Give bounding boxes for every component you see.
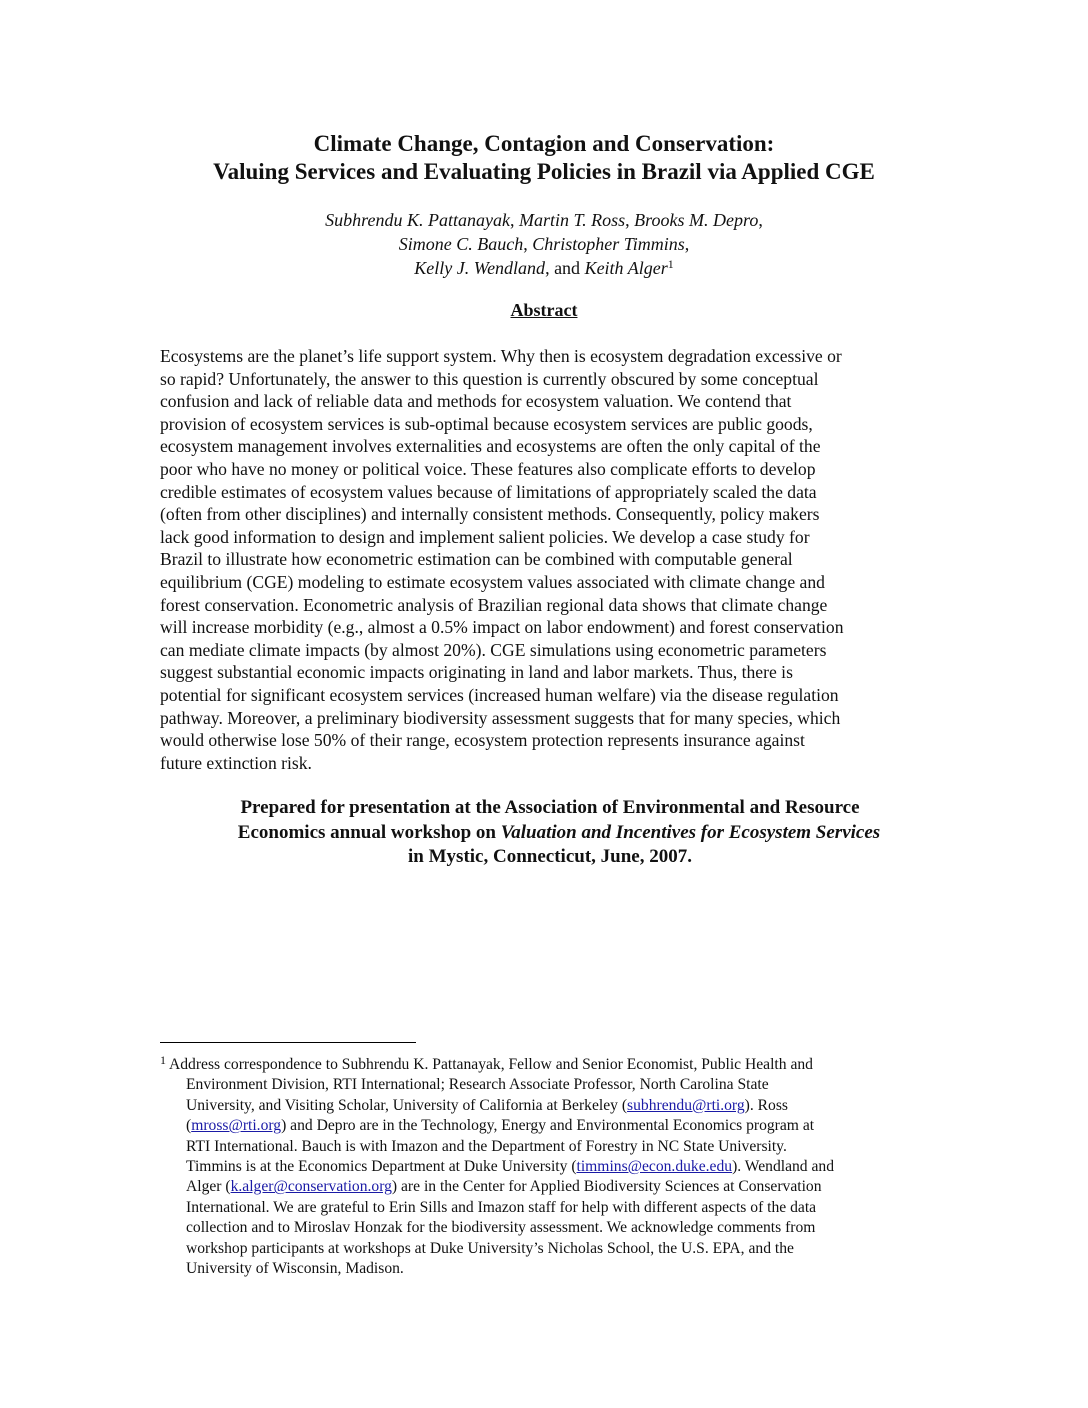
- presentation-note: [170, 796, 930, 870]
- author-name: Christopher Timmins: [532, 234, 685, 254]
- footnote-number: 1: [160, 1053, 166, 1067]
- footnote-text: Timmins is at the Economics Department at Duke University (: [186, 1158, 577, 1176]
- author-conjunction: and: [554, 258, 581, 278]
- abstract-body: [160, 345, 930, 774]
- workshop-title: Valuation and Incentives for Ecosystem Services: [500, 821, 881, 843]
- footnote-line: collection and to Miroslav Honzak for the biodiversity assessment. We acknowledge comments from: [186, 1219, 816, 1237]
- abstract-line: confusion and lack of reliable data and methods for ecosystem valuation. We contend that: [160, 391, 792, 412]
- footnote-text: Address correspondence to Subhrendu K. Pattanayak, Fellow and Senior Economist, Public Health and: [169, 1056, 813, 1073]
- abstract-line: ecosystem management involves externalities and ecosystems are often the only capital of the: [160, 436, 821, 457]
- paper-title: [0, 130, 1088, 186]
- email-link-pattanayak[interactable]: subhrendu@rti.org: [627, 1096, 745, 1114]
- footnote-line: [160, 1055, 930, 1075]
- abstract-line: Ecosystems are the planet’s life support system. Why then is ecosystem degradation excessive or: [160, 346, 842, 366]
- footnote-marker[interactable]: 1: [667, 257, 674, 271]
- presentation-line-3: in Mystic, Connecticut, June, 2007.: [408, 846, 692, 867]
- footnote-line: workshop participants at workshops at Duke University’s Nicholas School, the U.S. EPA, and the: [186, 1239, 794, 1257]
- abstract-line: credible estimates of ecosystem values because of limitations of appropriately scaled the data: [160, 481, 817, 502]
- title-line-2: Valuing Services and Evaluating Policies in Brazil via Applied CGE: [213, 159, 875, 184]
- author-name: Keith Alger: [584, 258, 668, 278]
- footnote-text: (: [186, 1117, 192, 1135]
- author-name: Subhrendu K. Pattanayak: [325, 210, 510, 230]
- footnote-line: [160, 1096, 930, 1116]
- footnote-text: University, and Visiting Scholar, University of California at Berkeley (: [186, 1096, 628, 1114]
- author-name: Brooks M. Depro: [634, 210, 759, 230]
- abstract-line: so rapid? Unfortunately, the answer to this question is currently obscured by some conceptual: [160, 368, 819, 389]
- abstract-line: poor who have no money or political voice. These features also complicate efforts to develop: [160, 458, 816, 479]
- abstract-line: Brazil to illustrate how econometric estimation can be combined with computable general: [160, 549, 793, 570]
- abstract-heading: Abstract: [510, 300, 578, 320]
- abstract-line: suggest substantial economic impacts originating in land and labor markets. Thus, there is: [160, 662, 793, 683]
- footnote-text: ). Ross: [744, 1096, 788, 1114]
- abstract-line: (often from other disciplines) and internally consistent methods. Consequently, policy makers: [160, 504, 820, 525]
- title-line-1: Climate Change, Contagion and Conservation:: [313, 131, 775, 156]
- footnote-line: [160, 1116, 930, 1136]
- abstract-line: lack good information to design and implement salient policies. We develop a case study for: [160, 526, 810, 547]
- footnote-text: ). Wendland and: [732, 1158, 835, 1176]
- abstract-line: pathway. Moreover, a preliminary biodiversity assessment suggests that for many species, which: [160, 707, 841, 728]
- abstract-line: potential for significant ecosystem services (increased human welfare) via the disease regulation: [160, 684, 839, 705]
- abstract-line: will increase morbidity (e.g., almost a 0.5% impact on labor endowment) and forest conservation: [160, 617, 844, 638]
- abstract-line: future extinction risk.: [160, 752, 312, 773]
- author-name: Martin T. Ross: [518, 210, 626, 230]
- email-link-ross[interactable]: mross@rti.org: [191, 1117, 282, 1135]
- footnote-text: ) are in the Center for Applied Biodiversity Sciences at Conservation: [391, 1178, 822, 1196]
- email-link-timmins[interactable]: timmins@econ.duke.edu: [576, 1158, 733, 1176]
- footnote-text: Alger (: [186, 1178, 231, 1196]
- footnote: [160, 1055, 930, 1279]
- abstract-line: would otherwise lose 50% of their range, ecosystem protection represents insurance against: [160, 730, 805, 751]
- abstract-line: can mediate climate impacts (by almost 20%). CGE simulations using econometric parameters: [160, 639, 827, 660]
- author-name: Simone C. Bauch: [398, 234, 524, 254]
- author-name: Kelly J. Wendland: [414, 258, 546, 278]
- footnote-line: International. We are grateful to Erin Sills and Imazon staff for help with different aspects of the data: [186, 1198, 817, 1216]
- presentation-line-1: Prepared for presentation at the Association of Environmental and Resource: [240, 797, 860, 818]
- footnote-line: RTI International. Bauch is with Imazon and the Department of Forestry in NC State University.: [186, 1137, 787, 1155]
- abstract-line: equilibrium (CGE) modeling to estimate ecosystem values associated with climate change and: [160, 571, 825, 592]
- footnote-text: ) and Depro are in the Technology, Energy and Environmental Economics program at: [281, 1117, 815, 1135]
- email-link-alger[interactable]: k.alger@conservation.org: [230, 1178, 392, 1196]
- abstract-line: forest conservation. Econometric analysis of Brazilian regional data shows that climate change: [160, 594, 828, 615]
- footnote-line: University of Wisconsin, Madison.: [186, 1260, 404, 1278]
- author-line-2: Simone C. Bauch, Christopher Timmins,: [398, 234, 690, 254]
- author-list: [0, 208, 1088, 280]
- footnote-line: [160, 1177, 930, 1197]
- footnote-line: [160, 1157, 930, 1177]
- footnote-divider: [160, 1042, 416, 1043]
- author-line-1: Subhrendu K. Pattanayak, Martin T. Ross, Brooks M. Depro,: [325, 210, 763, 230]
- presentation-line-2: [170, 821, 930, 846]
- footnote-line: Environment Division, RTI International; Research Associate Professor, North Carolina State: [186, 1076, 769, 1094]
- abstract-line: provision of ecosystem services is sub-optimal because ecosystem services are public goods,: [160, 413, 813, 434]
- author-line-3: Kelly J. Wendland, and Keith Alger$^1$: [414, 257, 674, 278]
- presentation-line-2-text: Economics annual workshop on: [237, 821, 501, 843]
